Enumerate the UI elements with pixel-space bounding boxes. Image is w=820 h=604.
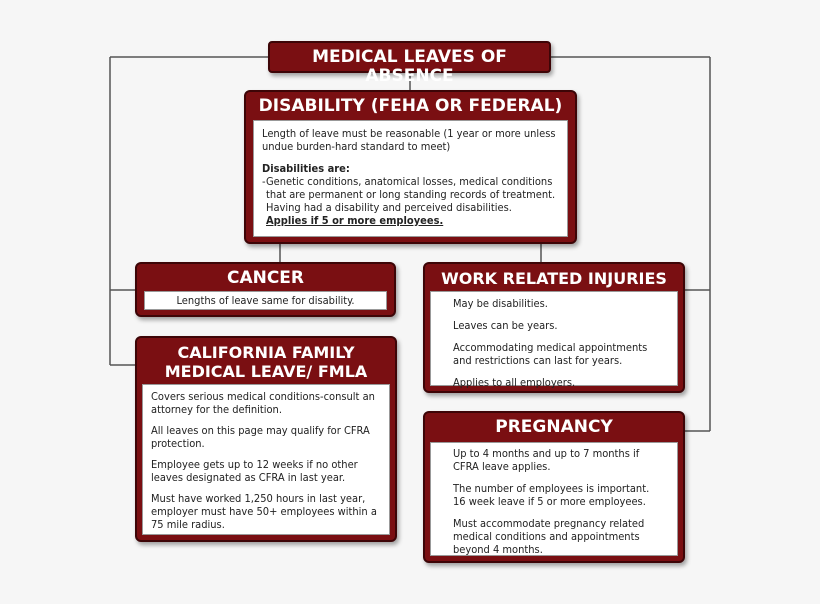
cancer-title: CANCER <box>226 268 305 288</box>
cfra-item: Must have worked 1,250 hours in last year, employer must have 50+ employees within a 75 mile radius. <box>151 492 377 531</box>
disability-line-1: -Genetic conditions, anatomical losses, medical conditions <box>262 175 553 188</box>
pregnancy-title: PREGNANCY <box>495 417 613 437</box>
cancer-text: Lengths of leave same for disability. <box>176 294 355 307</box>
work-item: May be disabilities. <box>453 297 548 310</box>
pregnancy-panel <box>430 442 678 556</box>
pregnancy-item: Must accommodate pregnancy related medical conditions and appointments beyond 4 months. <box>453 517 645 556</box>
cancer-box <box>135 262 396 317</box>
cfra-item: All leaves on this page may qualify for CFRA protection. <box>151 424 370 450</box>
disability-intro: Length of leave must be reasonable (1 year or more unless undue burden-hard standard to meet) <box>262 127 556 153</box>
work-injuries-panel <box>430 291 678 389</box>
cfra-box <box>135 336 397 542</box>
disability-applies: Applies if 5 or more employees. <box>266 214 444 227</box>
cfra-item: Employee gets up to 12 weeks if no other leaves designated as CFRA in last year. <box>151 458 358 484</box>
work-item: Leaves can be years. <box>453 319 558 332</box>
pregnancy-item: The number of employees is important. 16 week leave if 5 or more employees. <box>453 482 650 508</box>
pregnancy-box <box>423 411 685 563</box>
work-item: Accommodating medical appointments and restrictions can last for years. <box>453 341 648 367</box>
disability-panel <box>253 120 568 237</box>
disability-line-3: Having had a disability and perceived disabilities. <box>266 201 512 214</box>
cfra-item: Covers serious medical conditions-consult an attorney for the definition. <box>151 390 375 416</box>
main-title: MEDICAL LEAVES OF ABSENCE <box>312 47 507 86</box>
main-title-box <box>268 41 551 86</box>
pregnancy-item: Up to 4 months and up to 7 months if CFRA leave applies. <box>453 447 640 473</box>
disability-box <box>244 90 577 244</box>
cfra-title: CALIFORNIA FAMILY MEDICAL LEAVE/ FMLA <box>164 343 368 381</box>
disability-line-2: that are permanent or long standing records of treatment. <box>266 188 556 201</box>
cfra-panel <box>142 384 390 535</box>
disability-title: DISABILITY (FEHA OR FEDERAL) <box>258 96 563 116</box>
cancer-panel <box>144 291 387 310</box>
work-item: Applies to all employers. <box>453 376 576 389</box>
work-injuries-box <box>423 262 685 393</box>
disability-heading: Disabilities are: <box>262 162 350 175</box>
work-injuries-title: WORK RELATED INJURIES <box>441 269 667 288</box>
